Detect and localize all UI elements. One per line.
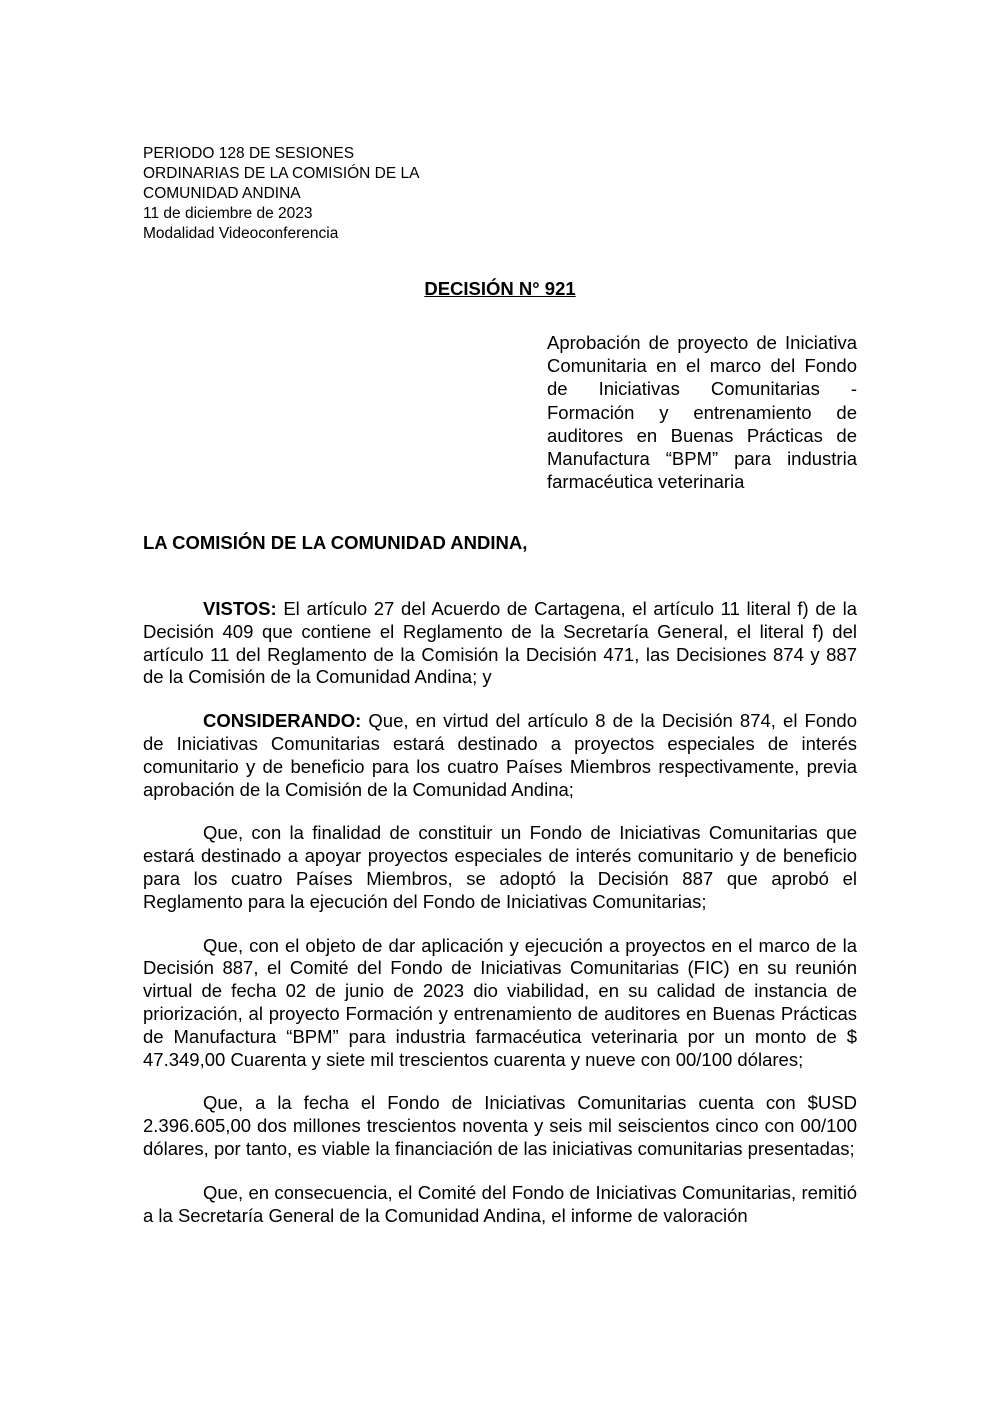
session-header-line: COMUNIDAD ANDINA [143, 185, 301, 202]
session-header-line: ORDINARIAS DE LA COMISIÓN DE LA [143, 165, 420, 182]
body-paragraph: Que, con la finalidad de constituir un Fondo de Iniciativas Comunitarias que estará destinado a apoyar proyectos especiales de interés comunitario y de beneficio para los cuatro Países Miembros, se adoptó la Decisión 887 que aprobó el Reglamento para la ejecución del Fondo de Iniciativas Comunitarias; [143, 822, 857, 912]
vistos-paragraph [143, 598, 857, 689]
session-modality: Modalidad Videoconferencia [143, 225, 339, 242]
considerando-text: Que, en virtud del artículo 8 de la Decisión 874, el Fondo de Iniciativas Comunitarias estará destinado a proyectos especiales de interés comunitario y de beneficio para los cuatro Países Miembros respectivamente, previa aprobación de la Comisión de la Comunidad Andina; [143, 710, 857, 800]
body-paragraph: Que, a la fecha el Fondo de Iniciativas Comunitarias cuenta con $USD 2.396.605,00 dos millones trescientos noventa y seis mil seiscientos cinco con 00/100 dólares, por tanto, es viable la financiación de las iniciativas comunitarias presentadas; [143, 1092, 857, 1159]
session-header-line: PERIODO 128 DE SESIONES [143, 145, 355, 162]
session-header [143, 144, 483, 244]
decision-title: DECISIÓN N° 921 [424, 278, 576, 299]
considerando-paragraph [143, 710, 857, 801]
vistos-text: El artículo 27 del Acuerdo de Cartagena, el artículo 11 literal f) de la Decisión 409 que contiene el Reglamento de la Secretaría General, el literal f) del artículo 11 del Reglamento de la Comisión la Decisión 471, las Decisiones 874 y 887 de la Comisión de la Comunidad Andina; y [143, 598, 857, 688]
body-paragraph: Que, con el objeto de dar aplicación y ejecución a proyectos en el marco de la Decisión 887, el Comité del Fondo de Iniciativas Comunitarias (FIC) en su reunión virtual de fecha 02 de junio de 2023 dio viabilidad, en su calidad de instancia de priorización, al proyecto Formación y entrenamiento de auditores en Buenas Prácticas de Manufactura “BPM” para industria farmacéutica veterinaria por un monto de $ 47.349,00 Cuarenta y siete mil trescientos cuarenta y nueve con 00/100 dólares; [143, 934, 857, 1070]
session-date: 11 de diciembre de 2023 [143, 205, 313, 222]
body-paragraph: Que, en consecuencia, el Comité del Fondo de Iniciativas Comunitarias, remitió a la Secretaría General de la Comunidad Andina, el informe de valoración [143, 1181, 857, 1226]
decision-summary: Aprobación de proyecto de Iniciativa Comunitaria en el marco del Fondo de Iniciativas Comunitarias - Formación y entrenamiento de auditores en Buenas Prácticas de Manufactura “BPM” para industria farmacéutica veterinaria [547, 332, 857, 493]
vistos-lead: VISTOS: [203, 598, 277, 619]
commission-heading: LA COMISIÓN DE LA COMUNIDAD ANDINA, [143, 532, 528, 553]
document-body [143, 598, 857, 1248]
considerando-lead: CONSIDERANDO: [203, 710, 362, 732]
